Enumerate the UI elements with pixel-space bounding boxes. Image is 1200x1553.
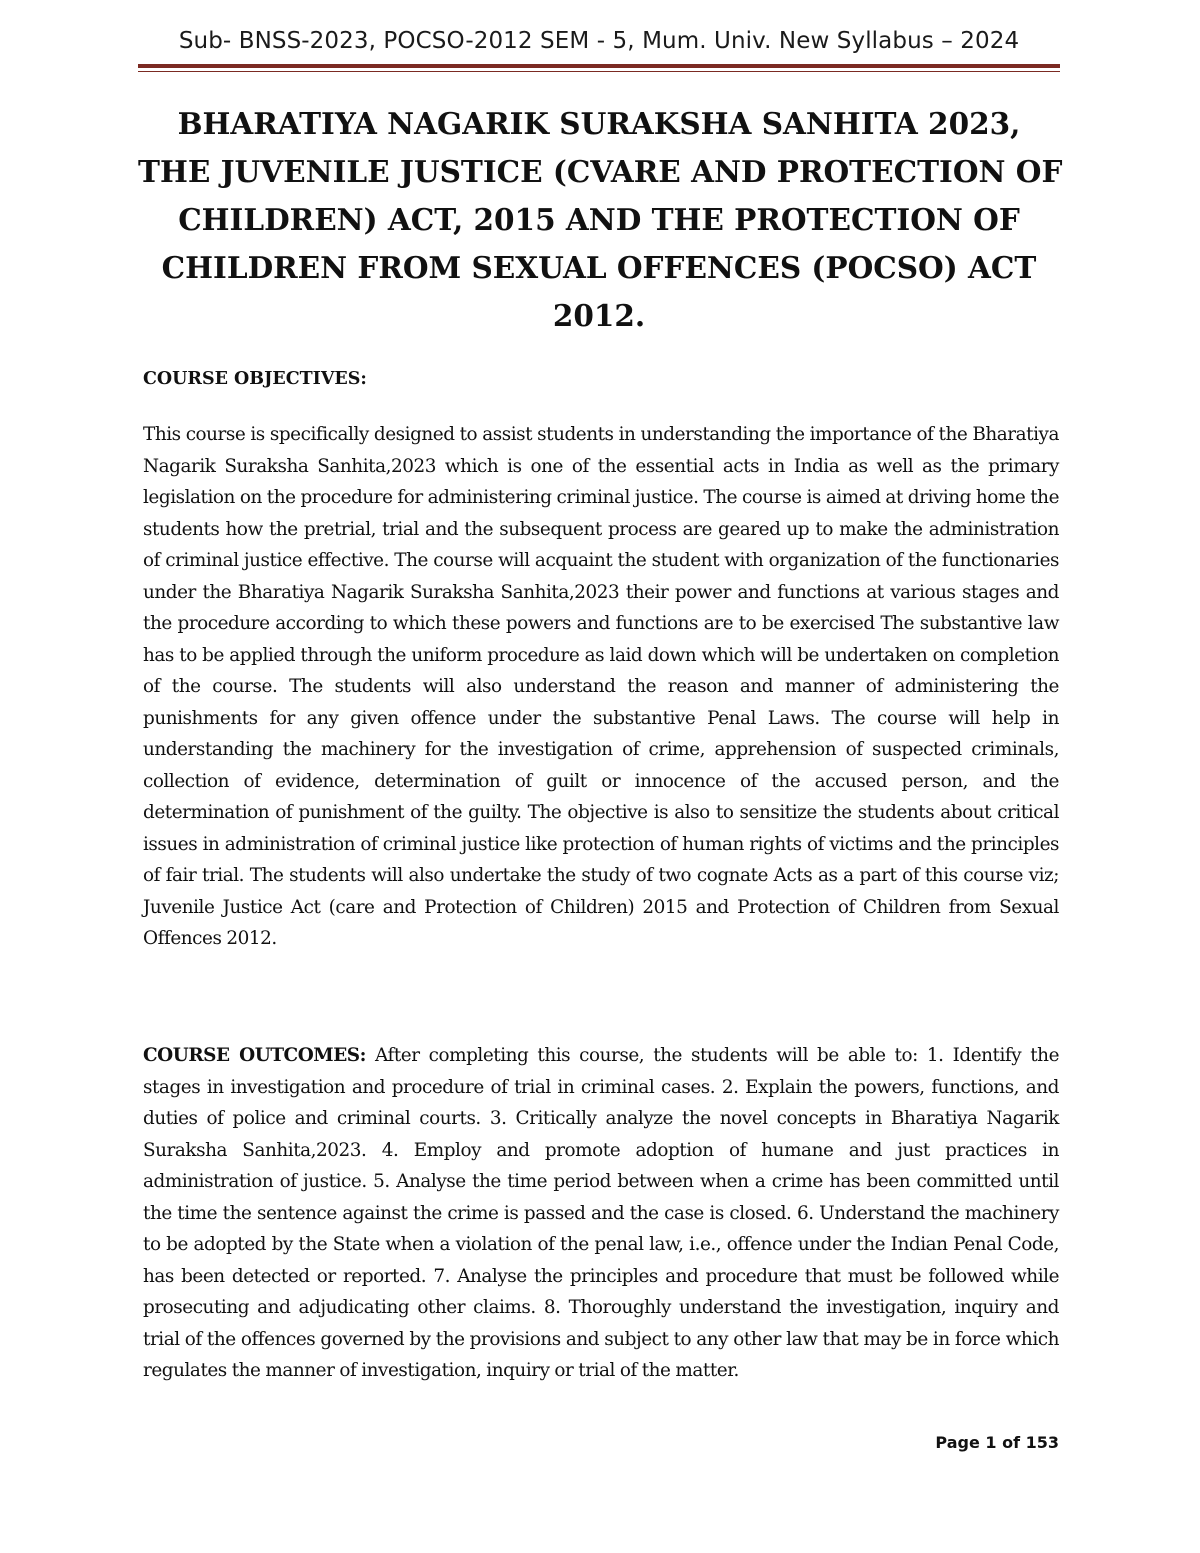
title-line: BHARATIYA NAGARIK SURAKSHA SANHITA 2023, — [177, 106, 1021, 141]
title-line: CHILDREN) ACT, 2015 AND THE PROTECTION OF — [178, 202, 1020, 237]
running-header: Sub- BNSS-2023, POCSO-2012 SEM - 5, Mum. Univ. New Syllabus – 2024 — [178, 28, 1020, 54]
header-rule-thick — [138, 64, 1060, 68]
course-outcomes-text: After completing this course, the students will be able to: 1. Identify the stages in investigation and procedure of trial in criminal cases. 2. Explain the powers, functions, and duties of police and criminal courts. 3. Critically analyze the novel concepts in Bharatiya Nagarik Suraksha Sanhita,2023. 4. Employ and promote adoption of humane and just practices in administration of justice. 5. Analyse the time period between when a crime has been committed until the time the sentence against the crime is passed and the case is closed. 6. Understand the machinery to be adopted by the State when a violation of the penal law, i.e., offence under the Indian Penal Code, has been detected or reported. 7. Analyse the principles and procedure that must be followed while prosecuting and adjudicating other claims. 8. Thoroughly understand the investigation, inquiry and trial of the offences governed by the provisions and subject to any other law that may be in force which regulates the manner of investigation, inquiry or trial of the matter. — [143, 1045, 1059, 1381]
course-objectives-heading: COURSE OBJECTIVES: — [143, 369, 367, 389]
course-objectives-paragraph: This course is specifically designed to assist students in understanding the importance of the Bharatiya Nagarik Suraksha Sanhita,2023 which is one of the essential acts in India as well as the primary legislation on the procedure for administering criminal justice. The course is aimed at driving home the students how the pretrial, trial and the subsequent process are geared up to make the administration of criminal justice effective. The course will acquaint the student with organization of the functionaries under the Bharatiya Nagarik Suraksha Sanhita,2023 their power and functions at various stages and the procedure according to which these powers and functions are to be exercised The substantive law has to be applied through the uniform procedure as laid down which will be undertaken on completion of the course. The students will also understand the reason and manner of administering the punishments for any given offence under the substantive Penal Laws. The course will help in understanding the machinery for the investigation of crime, apprehension of suspected criminals, collection of evidence, determination of guilt or innocence of the accused person, and the determination of punishment of the guilty. The objective is also to sensitize the students about critical issues in administration of criminal justice like protection of human rights of victims and the principles of fair trial. The students will also undertake the study of two cognate Acts as a part of this course viz; Juvenile Justice Act (care and Protection of Children) 2015 and Protection of Children from Sexual Offences 2012. — [143, 424, 1059, 949]
header-rule-thin — [138, 71, 1060, 72]
document-title — [138, 100, 1063, 340]
title-line: 2012. — [552, 298, 646, 333]
course-outcomes-paragraph — [143, 1040, 1059, 1387]
course-outcomes-heading: COURSE OUTCOMES: — [143, 1045, 366, 1066]
title-line: CHILDREN FROM SEXUAL OFFENCES (POCSO) ACT — [161, 250, 1037, 285]
title-line: THE JUVENILE JUSTICE (CVARE AND PROTECTION OF — [138, 154, 1063, 189]
page-number: Page 1 of 153 — [935, 1433, 1059, 1452]
